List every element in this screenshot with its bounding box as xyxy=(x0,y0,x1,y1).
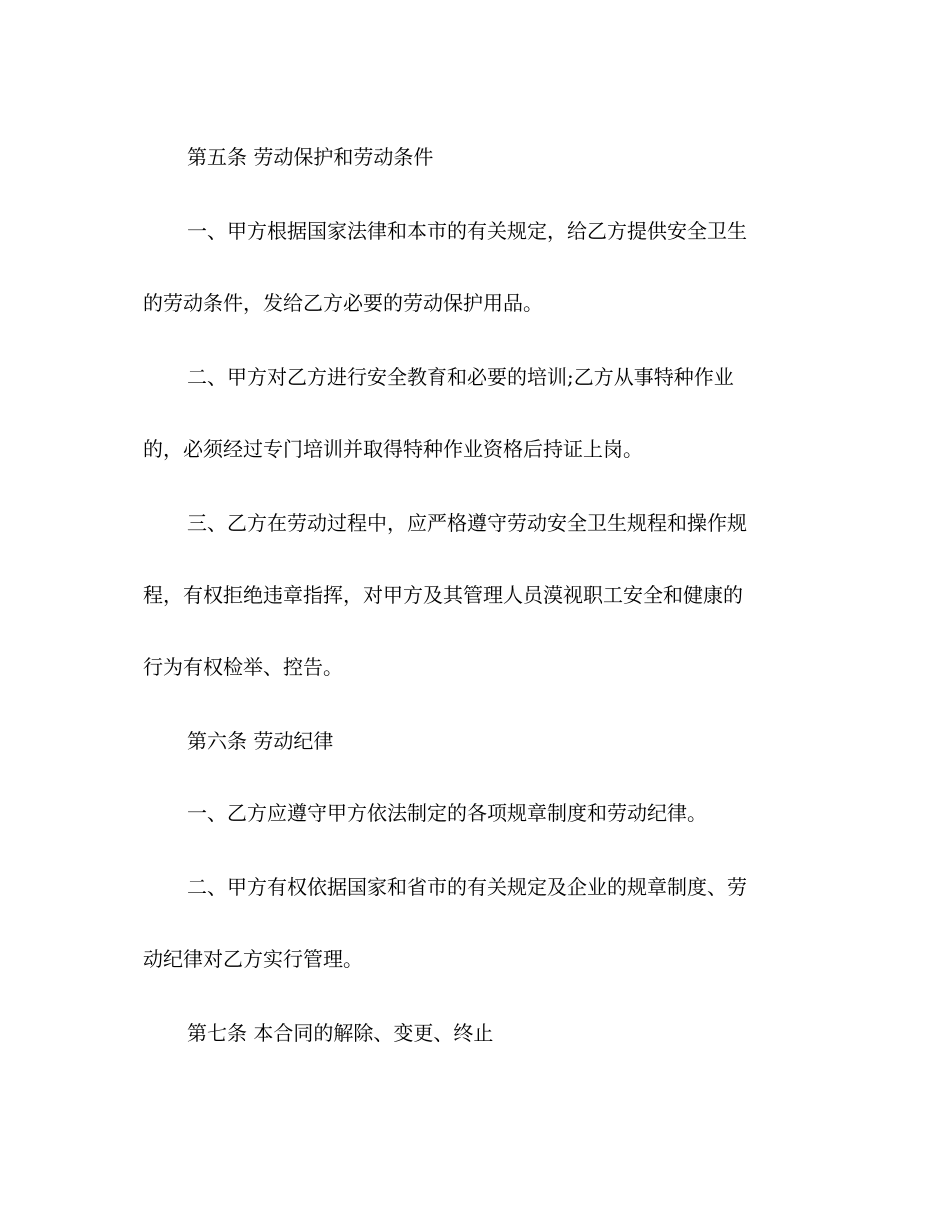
section-heading-7: 第七条 本合同的解除、变更、终止 xyxy=(187,1021,494,1045)
paragraph-line: 行为有权检举、控告。 xyxy=(143,655,343,679)
paragraph-line: 一、乙方应遵守甲方依法制定的各项规章制度和劳动纪律。 xyxy=(187,801,707,825)
paragraph-line: 的劳动条件，发给乙方必要的劳动保护用品。 xyxy=(143,291,543,315)
section-heading-6: 第六条 劳动纪律 xyxy=(187,729,334,753)
paragraph-line: 二、甲方对乙方进行安全教育和必要的培训;乙方从事特种作业 xyxy=(187,365,734,389)
paragraph-line: 动纪律对乙方实行管理。 xyxy=(143,947,363,971)
paragraph-line: 二、甲方有权依据国家和省市的有关规定及企业的规章制度、劳 xyxy=(187,875,747,899)
paragraph-line: 三、乙方在劳动过程中，应严格遵守劳动安全卫生规程和操作规 xyxy=(187,511,747,535)
section-heading-5: 第五条 劳动保护和劳动条件 xyxy=(187,145,434,169)
paragraph-line: 一、甲方根据国家法律和本市的有关规定，给乙方提供安全卫生 xyxy=(187,219,747,243)
paragraph-line: 程，有权拒绝违章指挥，对甲方及其管理人员漠视职工安全和健康的 xyxy=(143,583,743,607)
paragraph-line: 的，必须经过专门培训并取得特种作业资格后持证上岗。 xyxy=(143,437,643,461)
